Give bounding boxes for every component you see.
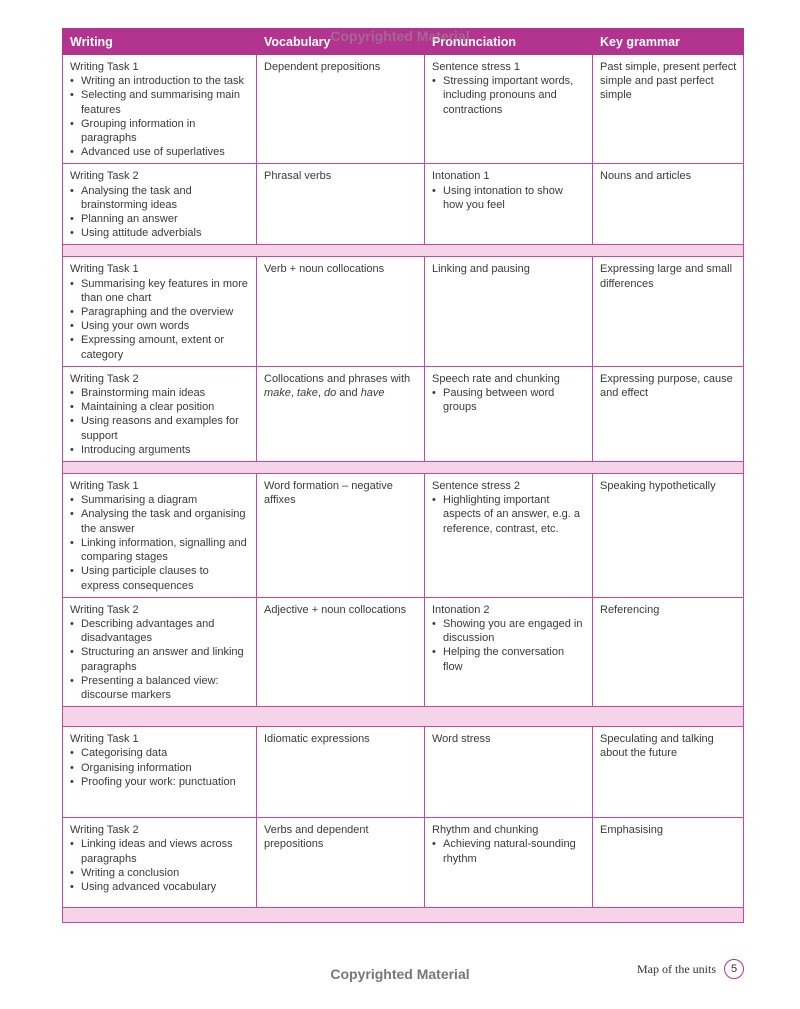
watermark-top: Copyrighted Material (330, 28, 470, 44)
header-pronunciation: Pronunciation (425, 29, 593, 55)
vocabulary-conjunction: and (339, 387, 358, 400)
vocabulary-word: make (264, 387, 291, 400)
list-item: • Selecting and summarising main features (70, 88, 250, 116)
pronunciation-cell (425, 366, 593, 461)
vocabulary-cell: Collocations and phrases with make, take, do and have (257, 366, 425, 461)
pronunciation-title: Intonation 1 (432, 170, 490, 183)
vocabulary-cell: Phrasal verbs (257, 164, 425, 245)
pronunciation-list (432, 386, 586, 414)
list-item: • Analysing the task and organising the answer (70, 507, 250, 535)
list-item: • Proofing your work: punctuation (70, 775, 250, 789)
unit-divider (63, 908, 744, 923)
writing-task-list (70, 277, 250, 362)
grammar-cell: Speaking hypothetically (593, 474, 744, 598)
vocabulary-cell: Verb + noun collocations (257, 257, 425, 366)
list-item: • Advanced use of superlatives (70, 145, 250, 159)
table-row (63, 366, 744, 461)
header-vocabulary: Vocabulary (257, 29, 425, 55)
table-row (63, 597, 744, 706)
unit-divider (63, 707, 744, 727)
list-item: • Grouping information in paragraphs (70, 117, 250, 145)
vocabulary-cell: Verbs and dependent prepositions (257, 818, 425, 908)
writing-task-title: Writing Task 2 (70, 603, 139, 616)
list-item: • Highlighting important aspects of an answer, e.g. a reference, contrast, etc. (432, 493, 586, 536)
table-row (63, 818, 744, 908)
pronunciation-list (432, 837, 586, 865)
list-item: • Stressing important words, including pronouns and contractions (432, 74, 586, 117)
list-item: • Brainstorming main ideas (70, 386, 250, 400)
writing-cell (63, 474, 257, 598)
list-item: • Using attitude adverbials (70, 226, 250, 240)
divider-cell (63, 908, 744, 923)
pronunciation-cell (425, 474, 593, 598)
list-item: • Helping the conversation flow (432, 645, 586, 673)
grammar-cell: Referencing (593, 597, 744, 706)
writing-task-title: Writing Task 1 (70, 733, 139, 746)
pronunciation-list (432, 617, 586, 674)
list-item: • Maintaining a clear position (70, 400, 250, 414)
header-key-grammar: Key grammar (593, 29, 744, 55)
pronunciation-cell (425, 257, 593, 366)
pronunciation-cell (425, 597, 593, 706)
list-item: • Using reasons and examples for support (70, 414, 250, 442)
writing-cell (63, 727, 257, 818)
unit-divider (63, 245, 744, 257)
vocabulary-word: have (360, 387, 385, 400)
writing-task-title: Writing Task 1 (70, 480, 139, 493)
list-item: • Pausing between word groups (432, 386, 586, 414)
vocabulary-text: Collocations and phrases with (264, 372, 411, 385)
pronunciation-cell (425, 727, 593, 818)
table-row (63, 727, 744, 818)
list-item: • Summarising a diagram (70, 493, 250, 507)
writing-task-list (70, 184, 250, 241)
writing-task-list (70, 74, 250, 159)
grammar-cell: Emphasising (593, 818, 744, 908)
grammar-cell: Expressing purpose, cause and effect (593, 366, 744, 461)
list-item: • Summarising key features in more than one chart (70, 277, 250, 305)
footer-label: Map of the units (637, 961, 716, 976)
writing-cell (63, 55, 257, 164)
pronunciation-title: Rhythm and chunking (432, 824, 539, 837)
list-item: • Planning an answer (70, 212, 250, 226)
table-row (63, 164, 744, 245)
page-number-badge: 5 (724, 959, 744, 979)
writing-cell (63, 164, 257, 245)
writing-task-list (70, 746, 250, 789)
pronunciation-title: Linking and pausing (432, 263, 530, 276)
list-item: • Organising information (70, 761, 250, 775)
vocabulary-cell: Idiomatic expressions (257, 727, 425, 818)
list-item: • Achieving natural-sounding rhythm (432, 837, 586, 865)
list-item: • Showing you are engaged in discussion (432, 617, 586, 645)
grammar-cell: Speculating and talking about the future (593, 727, 744, 818)
list-item: • Writing a conclusion (70, 866, 250, 880)
pronunciation-cell (425, 164, 593, 245)
table-row (63, 257, 744, 366)
vocabulary-cell: Dependent prepositions (257, 55, 425, 164)
pronunciation-title: Speech rate and chunking (432, 372, 560, 385)
divider-cell (63, 462, 744, 474)
vocabulary-cell: Adjective + noun collocations (257, 597, 425, 706)
writing-task-title: Writing Task 2 (70, 824, 139, 837)
list-item: • Categorising data (70, 746, 250, 760)
pronunciation-list (432, 493, 586, 536)
pronunciation-cell (425, 55, 593, 164)
list-item: • Using your own words (70, 319, 250, 333)
list-item: • Describing advantages and disadvantages (70, 617, 250, 645)
pronunciation-list (432, 74, 586, 117)
list-item: • Structuring an answer and linking paragraphs (70, 645, 250, 673)
list-item: • Presenting a balanced view: discourse markers (70, 674, 250, 702)
grammar-cell: Past simple, present perfect simple and past perfect simple (593, 55, 744, 164)
list-item: • Linking ideas and views across paragraphs (70, 837, 250, 865)
grammar-cell: Nouns and articles (593, 164, 744, 245)
list-item: • Linking information, signalling and comparing stages (70, 536, 250, 564)
writing-task-title: Writing Task 1 (70, 263, 139, 276)
table-row (63, 474, 744, 598)
list-item: • Using intonation to show how you feel (432, 184, 586, 212)
writing-task-list (70, 386, 250, 457)
list-item: • Analysing the task and brainstorming ideas (70, 184, 250, 212)
list-item: • Expressing amount, extent or category (70, 333, 250, 361)
watermark-bottom: Copyrighted Material (330, 966, 470, 982)
writing-cell (63, 366, 257, 461)
grammar-cell: Expressing large and small differences (593, 257, 744, 366)
writing-task-list (70, 493, 250, 592)
list-item: • Writing an introduction to the task (70, 74, 250, 88)
pronunciation-title: Sentence stress 1 (432, 61, 521, 73)
units-map-table (62, 28, 744, 923)
pronunciation-title: Intonation 2 (432, 603, 490, 616)
pronunciation-cell (425, 818, 593, 908)
list-item: • Introducing arguments (70, 443, 250, 457)
writing-task-list (70, 837, 250, 894)
header-row (63, 29, 744, 55)
page-footer (637, 959, 744, 979)
header-writing: Writing (63, 29, 257, 55)
vocabulary-word: do (323, 387, 337, 400)
writing-cell (63, 597, 257, 706)
writing-task-title: Writing Task 2 (70, 372, 139, 385)
writing-task-title: Writing Task 2 (70, 170, 139, 183)
divider-cell (63, 707, 744, 727)
unit-divider (63, 462, 744, 474)
writing-task-list (70, 617, 250, 702)
writing-task-title: Writing Task 1 (70, 61, 139, 73)
pronunciation-title: Word stress (432, 733, 491, 746)
table-row (63, 55, 744, 164)
list-item: • Using participle clauses to express consequences (70, 564, 250, 592)
list-item: • Paragraphing and the overview (70, 305, 250, 319)
writing-cell (63, 257, 257, 366)
vocabulary-word: take (297, 387, 318, 400)
list-item: • Using advanced vocabulary (70, 880, 250, 894)
divider-cell (63, 245, 744, 257)
vocabulary-cell: Word formation – negative affixes (257, 474, 425, 598)
pronunciation-list (432, 184, 586, 212)
writing-cell (63, 818, 257, 908)
pronunciation-title: Sentence stress 2 (432, 480, 521, 493)
